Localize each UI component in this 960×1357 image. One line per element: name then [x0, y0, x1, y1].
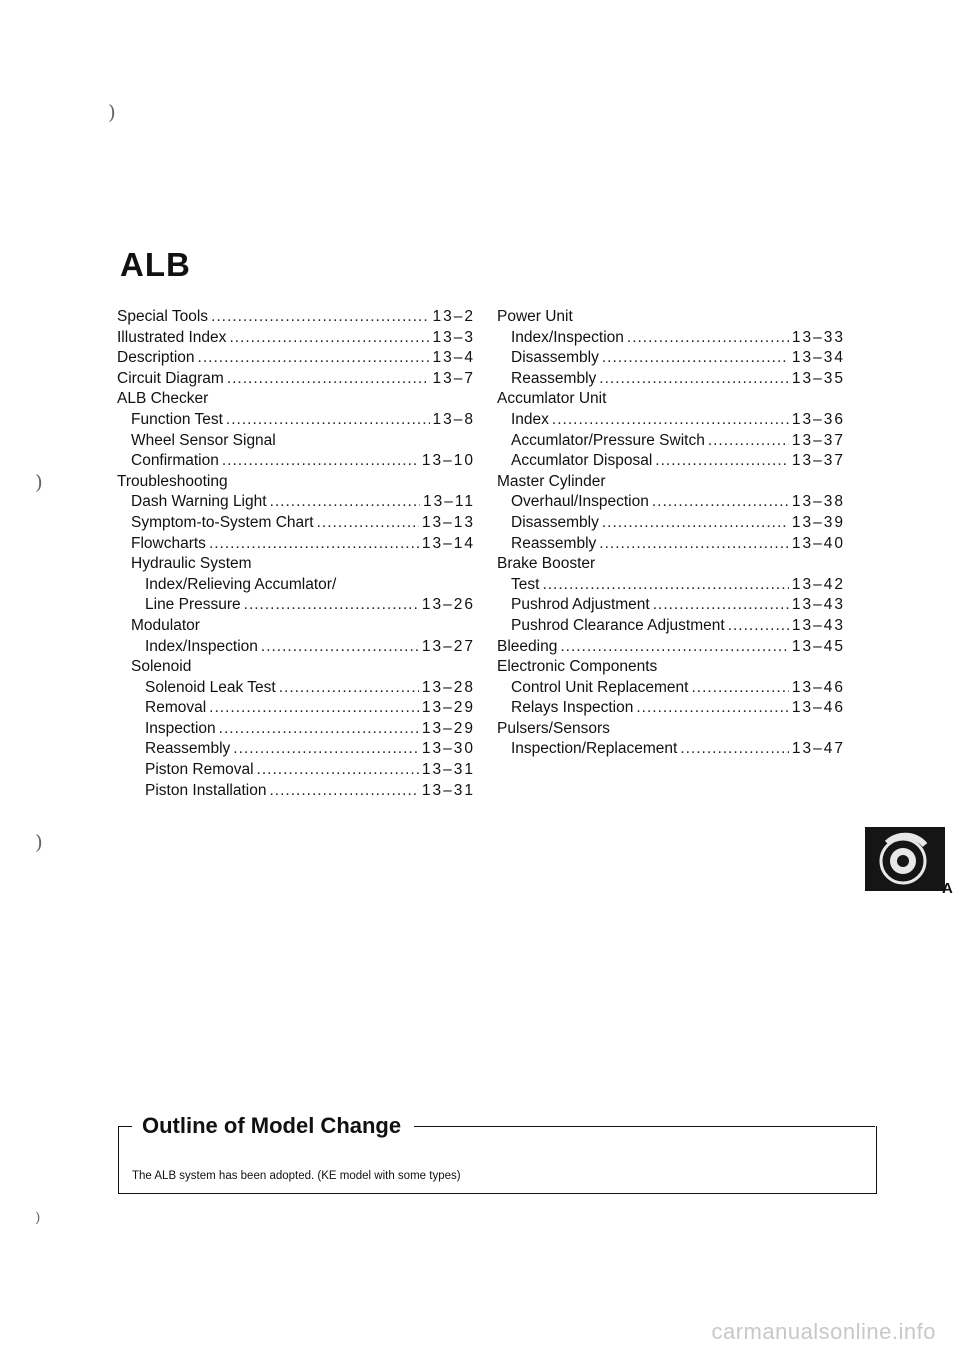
toc-entry-page: 13–34: [791, 349, 845, 367]
toc-dot-leader: [279, 678, 419, 699]
toc-entry-page: 13–3: [432, 328, 475, 346]
toc-entry-page: 13–35: [791, 369, 845, 387]
toc-entry-label: Index/Relieving Accumlator/: [145, 575, 337, 593]
toc-dot-leader: [728, 616, 789, 637]
toc-entry: [497, 657, 845, 678]
toc-entry[interactable]: [497, 369, 845, 390]
toc-dot-leader: [708, 431, 789, 452]
toc-entry-label: Function Test: [131, 410, 223, 428]
toc-entry-label: Solenoid Leak Test: [145, 678, 276, 696]
toc-entry-page: 13–10: [421, 452, 475, 470]
toc-entry[interactable]: [497, 348, 845, 369]
toc-entry-page: 13–31: [421, 761, 475, 779]
page-title: ALB: [120, 246, 191, 283]
toc-entry-page: 13–45: [791, 637, 845, 655]
toc-entry-label: Troubleshooting: [117, 472, 228, 490]
toc-entry[interactable]: [117, 534, 475, 555]
toc-entry-label: ALB Checker: [117, 390, 209, 408]
toc-dot-leader: [227, 369, 430, 390]
toc-dot-leader: [652, 492, 789, 513]
toc-dot-leader: [226, 410, 430, 431]
toc-entry[interactable]: [497, 492, 845, 513]
outline-text: The ALB system has been adopted. (KE model with some types): [132, 1170, 461, 1182]
toc-entry[interactable]: [117, 595, 475, 616]
toc-entry-label: Accumlator/Pressure Switch: [511, 431, 705, 449]
toc-entry: [497, 472, 845, 493]
section-tab-letter: A: [942, 880, 953, 897]
toc-entry-label: Illustrated Index: [117, 328, 227, 346]
toc-entry[interactable]: [497, 410, 845, 431]
toc-entry-label: Special Tools: [117, 308, 209, 325]
toc-entry-page: 13–43: [791, 596, 845, 614]
toc-entry-label: Description: [117, 349, 195, 367]
toc-entry-page: 13–37: [791, 431, 845, 449]
toc-entry[interactable]: [497, 534, 845, 555]
toc-entry-label: Electronic Components: [497, 658, 658, 676]
toc-entry: [497, 307, 845, 328]
toc-entry[interactable]: [497, 678, 845, 699]
toc-entry-label: Pushrod Adjustment: [511, 596, 650, 614]
toc-entry-label: Hydraulic System: [131, 555, 252, 573]
toc-entry-page: 13–33: [791, 328, 845, 346]
toc-entry-page: 13–26: [421, 596, 475, 614]
toc-entry: [117, 431, 475, 452]
toc-entry[interactable]: [497, 739, 845, 760]
toc-entry[interactable]: [497, 637, 845, 658]
toc-dot-leader: [602, 513, 789, 534]
toc-entry[interactable]: [497, 575, 845, 596]
toc-entry-label: Disassembly: [511, 349, 599, 367]
toc-entry-page: 13–13: [421, 513, 475, 531]
toc-dot-leader: [211, 307, 429, 328]
toc-entry[interactable]: [117, 513, 475, 534]
toc-entry: [497, 719, 845, 740]
toc-left-column: [117, 307, 475, 801]
toc-entry[interactable]: [117, 348, 475, 369]
toc-entry-label: Symptom-to-System Chart: [131, 513, 314, 531]
toc-entry-page: 13–14: [421, 534, 475, 552]
toc-dot-leader: [222, 451, 419, 472]
toc-entry[interactable]: [497, 595, 845, 616]
toc-entry-page: 13–42: [791, 575, 845, 593]
toc-entry-label: Flowcharts: [131, 534, 206, 552]
toc-entry-page: 13–40: [791, 534, 845, 552]
toc-entry-page: 13–11: [423, 493, 475, 511]
toc-entry[interactable]: [117, 678, 475, 699]
toc-entry: [117, 389, 475, 410]
toc-dot-leader: [209, 698, 419, 719]
toc-entry-label: Wheel Sensor Signal: [131, 431, 276, 449]
toc-entry-label: Reassembly: [511, 534, 597, 552]
brake-disc-icon: [865, 827, 945, 891]
toc-entry-page: 13–46: [791, 678, 845, 696]
toc-entry[interactable]: [117, 719, 475, 740]
toc-entry-page: 13–7: [432, 369, 475, 387]
toc-entry-label: Reassembly: [145, 740, 231, 758]
toc-entry[interactable]: [117, 760, 475, 781]
toc-entry-label: Dash Warning Light: [131, 493, 267, 511]
toc-dot-leader: [542, 575, 788, 596]
toc-dot-leader: [233, 739, 419, 760]
toc-entry-page: 13–28: [421, 678, 475, 696]
toc-entry-label: Piston Installation: [145, 781, 267, 799]
toc-dot-leader: [602, 348, 789, 369]
toc-dot-leader: [691, 678, 788, 699]
toc-entry-page: 13–39: [791, 513, 845, 531]
toc-entry-page: 13–46: [791, 699, 845, 717]
toc-entry-label: Modulator: [131, 616, 200, 634]
toc-entry-label: Overhaul/Inspection: [511, 493, 649, 511]
toc-entry-label: Inspection: [145, 719, 216, 737]
toc-entry[interactable]: [117, 781, 475, 802]
toc-entry[interactable]: [497, 616, 845, 637]
toc-entry-page: 13–2: [432, 308, 475, 325]
toc-entry-label: Index/Inspection: [511, 328, 624, 346]
toc-entry-label: Solenoid: [131, 658, 192, 676]
brake-section-tab[interactable]: [865, 827, 945, 891]
toc-right-column: [497, 307, 845, 760]
toc-entry[interactable]: [117, 451, 475, 472]
toc-dot-leader: [636, 698, 789, 719]
toc-entry[interactable]: [497, 513, 845, 534]
toc-entry-label: Confirmation: [131, 452, 219, 470]
toc-dot-leader: [560, 637, 789, 658]
toc-entry-page: 13–38: [791, 493, 845, 511]
toc-entry-page: 13–47: [791, 740, 845, 758]
toc-dot-leader: [653, 595, 789, 616]
toc-dot-leader: [261, 637, 419, 658]
toc-dot-leader: [257, 760, 419, 781]
toc-dot-leader: [317, 513, 419, 534]
toc-entry-page: 13–43: [791, 616, 845, 634]
toc-entry-label: Test: [511, 575, 540, 593]
toc-entry-label: Pushrod Clearance Adjustment: [511, 616, 725, 634]
outline-title: Outline of Model Change: [138, 1113, 405, 1139]
toc-dot-leader: [655, 451, 789, 472]
toc-entry: [497, 389, 845, 410]
toc-entry-label: Removal: [145, 699, 207, 717]
toc-entry-label: Reassembly: [511, 369, 597, 387]
binding-hole-mark: ): [108, 100, 116, 124]
toc-entry: [117, 472, 475, 493]
toc-entry-label: Index/Inspection: [145, 637, 258, 655]
toc-dot-leader: [198, 348, 430, 369]
toc-dot-leader: [552, 410, 789, 431]
toc-entry-label: Pulsers/Sensors: [497, 719, 610, 737]
toc-dot-leader: [270, 492, 420, 513]
toc-entry-label: Line Pressure: [145, 596, 241, 614]
toc-entry[interactable]: [497, 451, 845, 472]
toc-entry[interactable]: [117, 698, 475, 719]
toc-entry: [117, 616, 475, 637]
toc-entry-label: Bleeding: [497, 637, 558, 655]
toc-entry-label: Control Unit Replacement: [511, 678, 689, 696]
toc-entry-label: Relays Inspection: [511, 699, 634, 717]
toc-entry[interactable]: [117, 492, 475, 513]
toc-dot-leader: [599, 534, 789, 555]
toc-entry[interactable]: [497, 328, 845, 349]
toc-dot-leader: [219, 719, 419, 740]
binding-hole-mark: ): [35, 470, 43, 494]
toc-entry-page: 13–37: [791, 452, 845, 470]
toc-entry-label: Brake Booster: [497, 555, 596, 573]
toc-entry-label: Disassembly: [511, 513, 599, 531]
binding-hole-mark: ): [35, 1210, 41, 1226]
toc-entry[interactable]: [497, 431, 845, 452]
toc-dot-leader: [627, 328, 789, 349]
toc-entry: [117, 657, 475, 678]
toc-entry-page: 13–29: [421, 699, 475, 717]
toc-entry[interactable]: [117, 369, 475, 390]
toc-entry[interactable]: [497, 698, 845, 719]
toc-entry-label: Accumlator Disposal: [511, 452, 653, 470]
toc-entry[interactable]: [117, 739, 475, 760]
toc-entry-page: 13–30: [421, 740, 475, 758]
toc-entry[interactable]: [117, 307, 475, 328]
toc-entry-page: 13–27: [421, 637, 475, 655]
toc-dot-leader: [229, 328, 429, 349]
toc-entry-label: Index: [511, 410, 549, 428]
toc-entry-label: Inspection/Replacement: [511, 740, 678, 758]
toc-dot-leader: [244, 595, 419, 616]
toc-entry: [117, 575, 475, 596]
toc-entry-label: Accumlator Unit: [497, 390, 607, 408]
toc-entry[interactable]: [117, 637, 475, 658]
binding-hole-mark: ): [35, 830, 43, 854]
toc-entry-page: 13–36: [791, 410, 845, 428]
toc-entry-page: 13–4: [432, 349, 475, 367]
toc-entry-page: 13–8: [432, 410, 475, 428]
toc-dot-leader: [209, 534, 419, 555]
toc-entry-label: Master Cylinder: [497, 472, 606, 490]
toc-dot-leader: [680, 739, 789, 760]
toc-entry-label: Power Unit: [497, 308, 573, 325]
watermark: carmanualsonline.info: [711, 1319, 936, 1344]
toc-entry-page: 13–29: [421, 719, 475, 737]
toc-entry-label: Piston Removal: [145, 761, 254, 779]
toc-dot-leader: [270, 781, 419, 802]
toc-entry-label: Circuit Diagram: [117, 369, 224, 387]
toc-entry-page: 13–31: [421, 781, 475, 799]
toc-entry[interactable]: [117, 410, 475, 431]
toc-entry[interactable]: [117, 328, 475, 349]
toc-dot-leader: [599, 369, 789, 390]
toc-entry: [117, 554, 475, 575]
toc-entry: [497, 554, 845, 575]
